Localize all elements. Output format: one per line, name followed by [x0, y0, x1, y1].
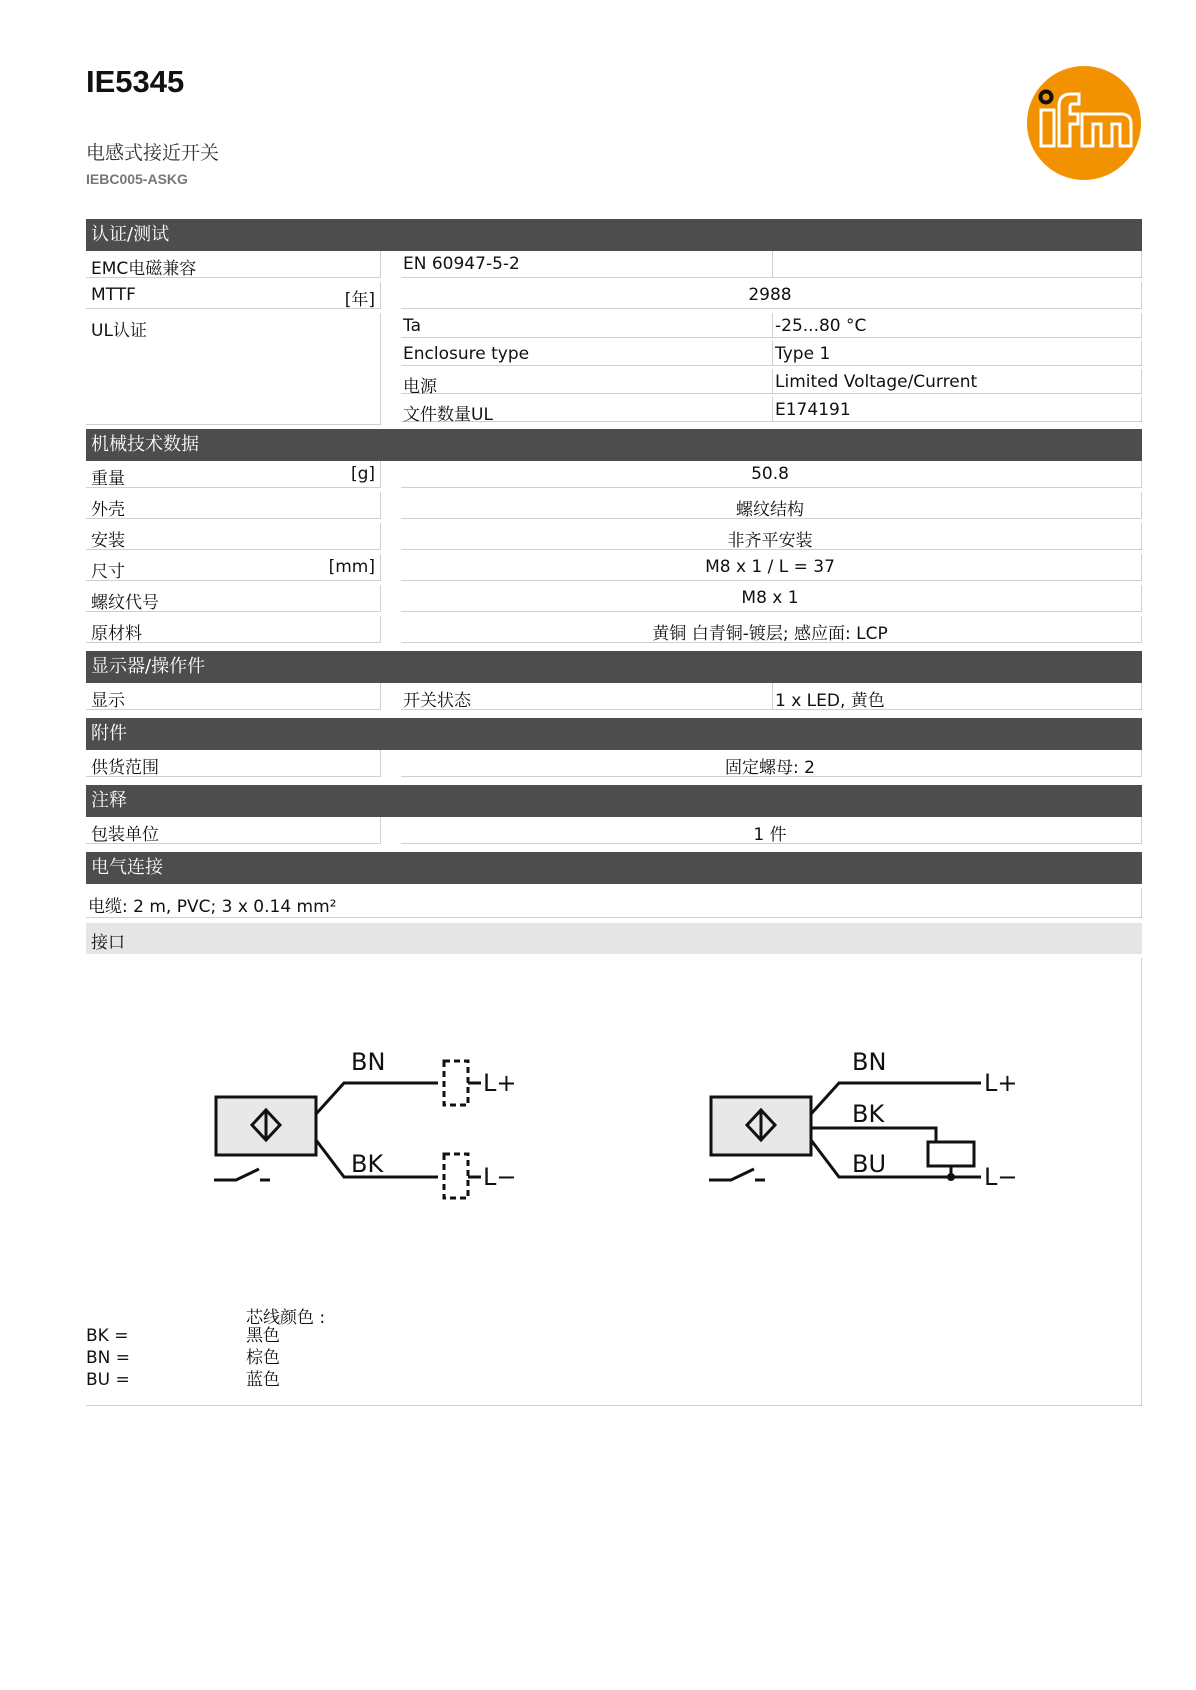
- section-approvals-header: 认证/测试: [86, 219, 1142, 251]
- ul-key: Enclosure type: [401, 341, 773, 366]
- mttf-label-cell: [86, 282, 381, 309]
- ul-subrow: [401, 397, 1142, 425]
- mechanical-label: 原材料: [91, 624, 142, 644]
- emc-value: EN 60947-5-2: [401, 251, 773, 278]
- mechanical-label: 螺纹代号: [91, 593, 159, 613]
- mechanical-row: [86, 492, 1142, 523]
- legend-color: 黑色: [246, 1326, 280, 1346]
- legend-code: BK =: [86, 1326, 129, 1346]
- wire-color-legend-title: 芯线颜色 :: [246, 1308, 326, 1328]
- emc-row: [86, 251, 1142, 282]
- terminal-label-lplus: L+: [483, 1069, 517, 1097]
- remarks-value: 1 件: [401, 817, 1142, 844]
- mechanical-label: 尺寸: [91, 562, 125, 582]
- mechanical-label: 安装: [91, 531, 125, 551]
- article-code: IEBC005-ASKG: [86, 171, 188, 187]
- legend-color: 蓝色: [246, 1370, 280, 1390]
- ul-value: -25...80 °C: [773, 313, 1142, 338]
- interface-body: [86, 958, 1142, 1406]
- mechanical-label-cell: [86, 492, 381, 519]
- mechanical-value: 螺纹结构: [401, 492, 1142, 519]
- mechanical-value: 非齐平安装: [401, 523, 1142, 550]
- mttf-row: [86, 282, 1142, 313]
- mechanical-unit: [g]: [350, 464, 375, 484]
- ul-subrow: [401, 341, 1142, 369]
- mechanical-label: 外壳: [91, 500, 125, 520]
- accessories-value: 固定螺母: 2: [401, 750, 1142, 777]
- ul-subrow: [401, 369, 1142, 397]
- section-mechanical-header: 机械技术数据: [86, 429, 1142, 461]
- data-sheet: [86, 219, 1142, 1406]
- mechanical-label-cell: [86, 554, 381, 581]
- display-key: 开关状态: [401, 683, 773, 710]
- mechanical-value: 50.8: [401, 461, 1142, 488]
- ul-label: UL认证: [86, 313, 381, 425]
- mechanical-label-cell: [86, 461, 381, 488]
- emc-label: EMC电磁兼容: [86, 251, 381, 278]
- ifm-logo: [1025, 64, 1143, 182]
- wire-label-bn: BN: [351, 1048, 386, 1076]
- ul-value: Type 1: [773, 341, 1142, 366]
- mttf-value: 2988: [401, 282, 1142, 309]
- product-subtitle: 电感式接近开关: [86, 142, 220, 164]
- interface-header: 接口: [86, 923, 1142, 954]
- mechanical-label: 重量: [91, 469, 125, 489]
- mechanical-value: M8 x 1 / L = 37: [401, 554, 1142, 581]
- junction-dot: [947, 1173, 955, 1181]
- wire-label-bu: BU: [852, 1150, 887, 1178]
- mttf-label: MTTF: [91, 285, 136, 305]
- legend-code: BN =: [86, 1348, 131, 1368]
- mechanical-label-cell: [86, 585, 381, 612]
- ul-value: Limited Voltage/Current: [773, 369, 1142, 394]
- mechanical-row: [86, 461, 1142, 492]
- mechanical-row: [86, 585, 1142, 616]
- accessories-label: 供货范围: [86, 750, 381, 777]
- emc-empty-cell: [773, 251, 1142, 278]
- wire-label-bk: BK: [351, 1150, 384, 1178]
- mttf-unit: [年]: [344, 290, 375, 310]
- display-label: 显示: [86, 683, 381, 710]
- wiring-diagram: [86, 958, 1136, 1288]
- ul-subrow: [401, 313, 1142, 341]
- ul-value: E174191: [773, 397, 1142, 422]
- display-value: 1 x LED, 黄色: [773, 683, 1142, 710]
- terminal-label-lplus: L+: [984, 1069, 1018, 1097]
- wire-label-bk: BK: [852, 1100, 885, 1128]
- section-remarks-header: 注释: [86, 785, 1142, 817]
- wire-label-bn: BN: [852, 1048, 887, 1076]
- mechanical-label-cell: [86, 616, 381, 643]
- accessories-row: [86, 750, 1142, 781]
- ul-row: [86, 313, 1142, 425]
- mechanical-row: [86, 523, 1142, 554]
- ul-key: 电源: [401, 369, 773, 394]
- legend-code: BU =: [86, 1370, 130, 1390]
- section-accessories-header: 附件: [86, 718, 1142, 750]
- product-title: IE5345: [86, 64, 185, 99]
- mechanical-value: M8 x 1: [401, 585, 1142, 612]
- mechanical-unit: [mm]: [328, 557, 375, 577]
- terminal-label-lminus: L−: [984, 1163, 1018, 1191]
- section-display-header: 显示器/操作件: [86, 651, 1142, 683]
- legend-color: 棕色: [246, 1348, 280, 1368]
- mechanical-row: [86, 554, 1142, 585]
- section-electrical-header: 电气连接: [86, 852, 1142, 884]
- remarks-label: 包装单位: [86, 817, 381, 844]
- ul-subtable: [401, 313, 1142, 425]
- terminal-label-lminus: L−: [483, 1163, 517, 1191]
- mechanical-row: [86, 616, 1142, 647]
- mechanical-value: 黄铜 白青铜-镀层; 感应面: LCP: [401, 616, 1142, 643]
- ul-key: Ta: [401, 313, 773, 338]
- mechanical-label-cell: [86, 523, 381, 550]
- display-row: [86, 683, 1142, 714]
- remarks-row: [86, 817, 1142, 848]
- ul-key: 文件数量UL: [401, 397, 773, 422]
- cable-spec: 电缆: 2 m, PVC; 3 x 0.14 mm²: [86, 888, 1142, 918]
